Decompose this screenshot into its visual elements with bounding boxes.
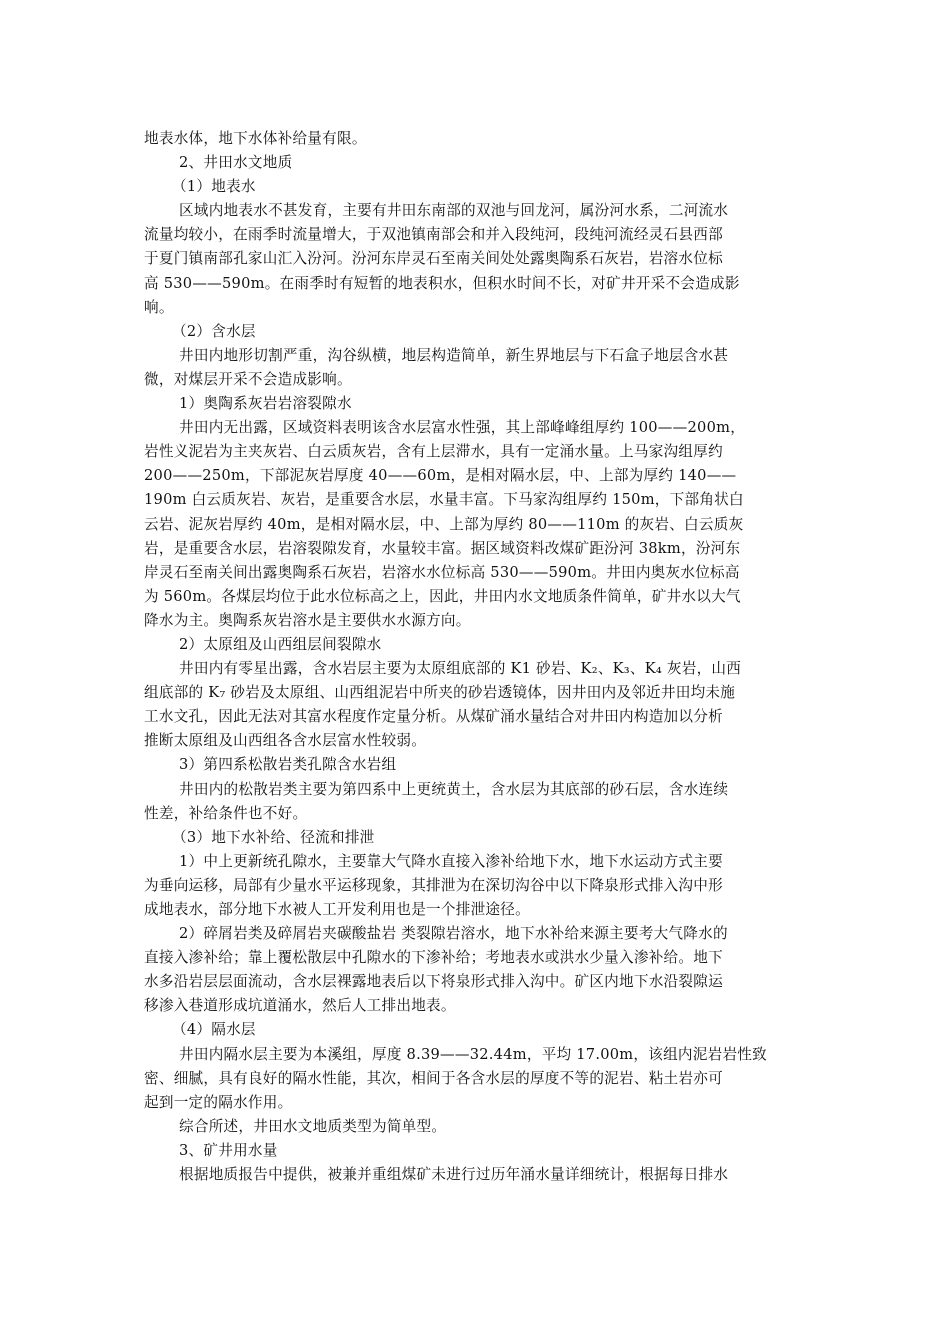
- text-line: 移渗入巷道形成坑道涌水，然后人工排出地表。: [144, 997, 456, 1015]
- text-line: 高 530——590m。在雨季时有短暂的地表积水，但积水时间不长，对矿井开采不会造成影: [144, 274, 740, 292]
- document-body: [144, 127, 806, 1187]
- text-line: 推断太原组及山西组各含水层富水性较弱。: [144, 732, 427, 750]
- text-line: 流量均较小，在雨季时流量增大，于双池镇南部会和并入段纯河，段纯河流经灵石县西部: [144, 226, 723, 244]
- text-line: 井田内有零星出露，含水岩层主要为太原组底部的 K1 砂岩、K₂、K₃、K₄ 灰岩，山西: [179, 660, 742, 678]
- text-line: 地表水体，地下水体补给量有限。: [144, 130, 367, 147]
- text-line: 成地表水，部分地下水被人工开发利用也是一个排泄途径。: [144, 901, 530, 918]
- text-line: 降水为主。奥陶系灰岩溶水是主要供水水源方向。: [144, 611, 471, 629]
- text-line: 井田内隔水层主要为本溪组，厚度 8.39——32.44m，平均 17.00m，该组内泥岩岩性致: [179, 1045, 767, 1063]
- text-line: 云岩、泥灰岩厚约 40m，是相对隔水层，中、上部为厚约 80——110m 的灰岩、白云质灰: [144, 515, 744, 533]
- text-line: 井田内的松散岩类主要为第四系中上更统黄土，含水层为其底部的砂石层，含水连续: [179, 780, 729, 798]
- text-line: 为 560m。各煤层均位于此水位标高之上，因此，井田内水文地质条件简单，矿井水以大气: [144, 587, 741, 605]
- text-line: 区域内地表水不甚发育，主要有井田东南部的双池与回龙河，属汾河水系，二河流水: [179, 202, 729, 220]
- text-line: 井田内无出露，区域资料表明该含水层富水性强，其上部峰峰组厚约 100——200m，: [179, 419, 746, 437]
- text-line: 岩，是重要含水层，岩溶裂隙发育，水量较丰富。据区域资料改煤矿距汾河 38km，汾河东: [144, 539, 741, 557]
- text-line: （2）含水层: [172, 322, 256, 340]
- text-line: （3）地下水补给、径流和排泄: [172, 828, 375, 846]
- text-line: 性差，补给条件也不好。: [144, 804, 308, 822]
- text-line: 3、矿井用水量: [179, 1141, 278, 1159]
- text-line: 井田内地形切割严重，沟谷纵横，地层构造简单，新生界地层与下石盒子地层含水甚: [179, 346, 729, 364]
- text-line: 组底部的 K₇ 砂岩及太原组、山西组泥岩中所夹的砂岩透镜体，因井田内及邻近井田均未施: [144, 684, 736, 702]
- text-line: 综合所述，井田水文地质类型为简单型。: [179, 1117, 447, 1135]
- text-line: 密、细腻，具有良好的隔水性能，其次，相间于各含水层的厚度不等的泥岩、粘土岩亦可: [144, 1069, 723, 1087]
- text-line: 190m 白云质灰岩、灰岩，是重要含水层，水量丰富。下马家沟组厚约 150m，下部角状白: [144, 491, 744, 509]
- text-line: 于夏门镇南部孔家山汇入汾河。汾河东岸灵石至南关间处处露奥陶系石灰岩，岩溶水位标: [144, 250, 723, 268]
- text-line: 为垂向运移，局部有少量水平运移现象，其排泄为在深切沟谷中以下降泉形式排入沟中形: [144, 876, 723, 894]
- text-line: 2）太原组及山西组层间裂隙水: [179, 635, 382, 653]
- text-line: 响。: [144, 298, 174, 316]
- text-line: 工水文孔，因此无法对其富水程度作定量分析。从煤矿涌水量结合对井田内构造加以分析: [144, 708, 723, 726]
- text-line: 200——250m，下部泥灰岩厚度 40——60m，是相对隔水层，中、上部为厚约 140——: [144, 467, 737, 485]
- text-line: 岩性义泥岩为主夹灰岩、白云质灰岩，含有上层滞水，具有一定涌水量。上马家沟组厚约: [144, 443, 723, 461]
- text-line: （1）地表水: [172, 178, 256, 196]
- text-line: 起到一定的隔水作用。: [144, 1093, 293, 1111]
- text-line: 3）第四系松散岩类孔隙含水岩组: [179, 756, 397, 774]
- text-line: 1）奥陶系灰岩岩溶裂隙水: [179, 395, 352, 413]
- text-line: 岸灵石至南关间出露奥陶系石灰岩，岩溶水水位标高 530——590m。井田内奥灰水位标高: [144, 563, 740, 581]
- text-line: 直接入渗补给；靠上覆松散层中孔隙水的下渗补给；考地表水或洪水少量入渗补给。地下: [144, 949, 723, 967]
- text-line: 根据地质报告中提供，被兼并重组煤矿未进行过历年涌水量详细统计，根据每日排水: [179, 1166, 729, 1184]
- text-line: 水多沿岩层层面流动，含水层裸露地表后以下将泉形式排入沟中。矿区内地下水沿裂隙运: [144, 973, 723, 991]
- text-line: 1）中上更新统孔隙水，主要靠大气降水直接入渗补给地下水，地下水运动方式主要: [179, 852, 723, 870]
- text-line: 2）碎屑岩类及碎屑岩夹碳酸盐岩 类裂隙岩溶水，地下水补给来源主要考大气降水的: [179, 925, 728, 943]
- text-line: 微，对煤层开采不会造成影响。: [144, 370, 352, 388]
- text-line: 2、井田水文地质: [179, 154, 293, 172]
- text-line: （4）隔水层: [172, 1021, 256, 1039]
